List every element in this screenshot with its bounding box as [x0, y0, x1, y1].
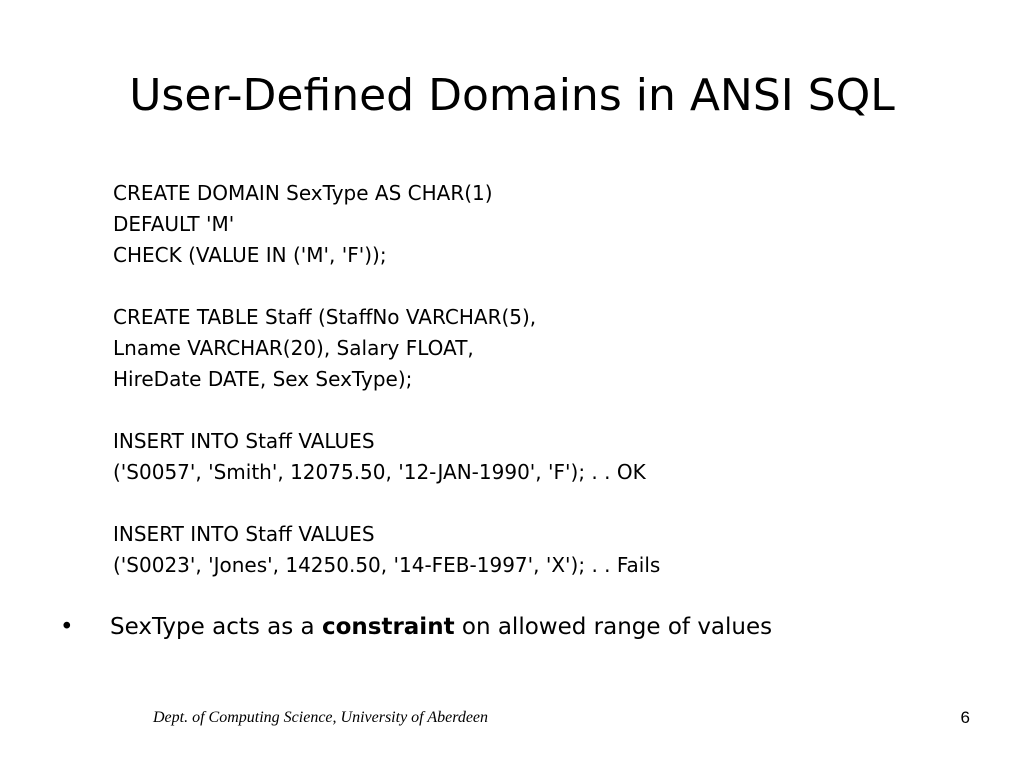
bullet-point — [60, 610, 772, 644]
bullet-text-before: SexType acts as a — [110, 614, 322, 640]
code-line: CHECK (VALUE IN ('M', 'F')); — [113, 243, 387, 267]
bullet-text-bold: constraint — [321, 614, 455, 640]
code-line: Lname VARCHAR(20), Salary FLOAT, — [113, 336, 474, 360]
code-line: CREATE DOMAIN SexType AS CHAR(1) — [113, 181, 493, 205]
bullet-text — [110, 614, 772, 640]
code-spacer — [113, 395, 660, 426]
code-line: INSERT INTO Staff VALUES — [113, 522, 375, 546]
sql-code-block — [113, 178, 660, 581]
code-spacer — [113, 271, 660, 302]
code-line: CREATE TABLE Staff (StaffNo VARCHAR(5), — [113, 305, 537, 329]
footer-affiliation: Dept. of Computing Science, University of Aberdeen — [153, 709, 489, 726]
bullet-text-after: on allowed range of values — [454, 614, 773, 640]
code-line: HireDate DATE, Sex SexType); — [113, 367, 413, 391]
slide-title: User-Defined Domains in ANSI SQL — [129, 70, 895, 121]
bullet-marker: • — [60, 614, 74, 640]
code-line: INSERT INTO Staff VALUES — [113, 429, 375, 453]
page-number: 6 — [960, 708, 970, 727]
code-spacer — [113, 488, 660, 519]
code-line: ('S0023', 'Jones', 14250.50, '14-FEB-1997', 'X'); . . Fails — [113, 553, 661, 577]
code-line: ('S0057', 'Smith', 12075.50, '12-JAN-1990', 'F'); . . OK — [113, 460, 646, 484]
code-line: DEFAULT 'M' — [113, 212, 235, 236]
